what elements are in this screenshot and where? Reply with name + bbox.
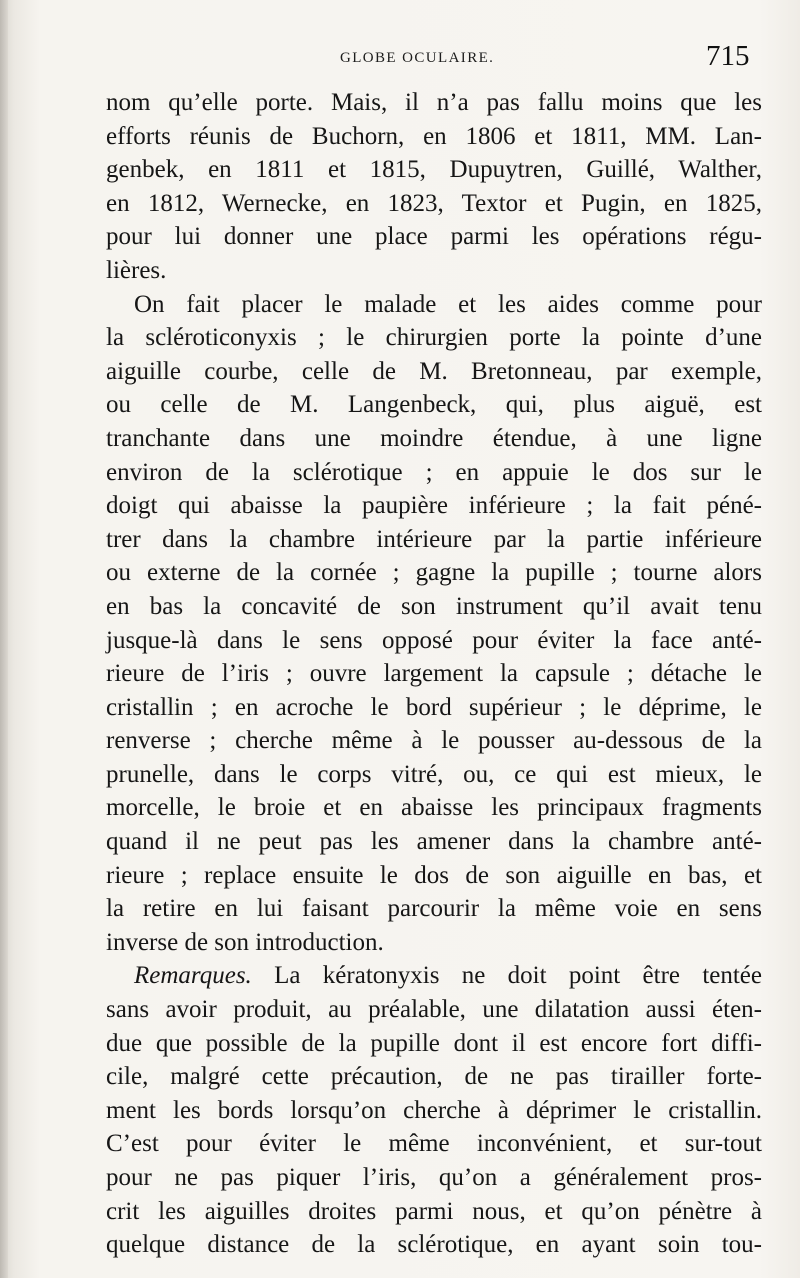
text-line: en 1812, Wernecke, en 1823, Textor et Pugin, en 1825, <box>106 189 762 217</box>
text-line: nom qu’elle porte. Mais, il n’a pas fallu moins que les <box>106 89 762 116</box>
text-line: ou externe de la cornée ; gagne la pupille ; tourne alors <box>106 559 762 587</box>
page-number: 715 <box>706 40 750 72</box>
text-line: en bas la concavité de son instrument qu’il avait tenu <box>106 592 762 620</box>
text-line: cristallin ; en acroche le bord supérieur ; le déprime, le <box>106 693 762 721</box>
text-line: ment les bords lorsqu’on cherche à déprimer le cristallin. <box>106 1096 762 1124</box>
text-line: quelque distance de la sclérotique, en ayant soin tou- <box>106 1231 762 1259</box>
text-line: due que possible de la pupille dont il est encore fort diffi- <box>106 1029 762 1057</box>
text-line: crit les aiguilles droites parmi nous, et qu’on pénètre à <box>106 1197 762 1225</box>
text-line: rieure de l’iris ; ouvre largement la capsule ; détache le <box>106 660 762 688</box>
text-line: doigt qui abaisse la paupière inférieure ; la fait péné- <box>106 492 762 520</box>
text-line: inverse de son introduction. <box>106 928 384 956</box>
text-line: sans avoir produit, au préalable, une dilatation aussi éten- <box>106 996 762 1024</box>
body-text <box>106 86 762 1262</box>
page-header <box>0 42 800 82</box>
remarques-text: La kératonyxis ne doit point être tentée <box>274 962 763 990</box>
text-line: efforts réunis de Buchorn, en 1806 et 1811, MM. Lan- <box>106 122 762 150</box>
text-line: tranchante dans une moindre étendue, à une ligne <box>106 424 762 452</box>
text-line: ou celle de M. Langenbeck, qui, plus aiguë, est <box>106 391 762 419</box>
text-line: jusque-là dans le sens opposé pour éviter la face anté- <box>106 626 762 654</box>
text-line: C’est pour éviter le même inconvénient, et sur-tout <box>106 1130 762 1158</box>
text-line: pour ne pas piquer l’iris, qu’on a généralement pros- <box>106 1164 762 1191</box>
paragraph-start-line <box>106 959 762 993</box>
text-line: morcelle, le broie et en abaisse les principaux fragments <box>106 794 762 822</box>
text-line: pour lui donner une place parmi les opérations régu- <box>106 223 762 251</box>
paragraph-start-line: On fait placer le malade et les aides comme pour <box>134 290 762 318</box>
text-line: trer dans la chambre intérieure par la partie inférieure <box>106 525 762 553</box>
text-line: aiguille courbe, celle de M. Bretonneau, par exemple, <box>106 357 762 385</box>
text-line: lières. <box>106 256 167 284</box>
text-line: quand il ne peut pas les amener dans la chambre anté- <box>106 828 762 856</box>
text-line: genbek, en 1811 et 1815, Dupuytren, Guillé, Walther, <box>106 156 762 184</box>
text-line: renverse ; cherche même à le pousser au-dessous de la <box>106 727 762 755</box>
text-line: prunelle, dans le corps vitré, ou, ce qui est mieux, le <box>106 760 762 788</box>
text-line: environ de la sclérotique ; en appuie le dos sur le <box>106 458 762 486</box>
page-gutter-shadow <box>0 0 8 1278</box>
text-line: la scléroticonyxis ; le chirurgien porte la pointe d’une <box>106 324 762 352</box>
text-line: rieure ; replace ensuite le dos de son aiguille en bas, et <box>106 861 762 889</box>
text-line: cile, malgré cette précaution, de ne pas tirailler forte- <box>106 1063 762 1091</box>
running-head: GLOBE OCULAIRE. <box>340 50 495 66</box>
text-line: la retire en lui faisant parcourir la même voie en sens <box>106 895 762 923</box>
remarques-label: Remarques. <box>134 962 252 990</box>
